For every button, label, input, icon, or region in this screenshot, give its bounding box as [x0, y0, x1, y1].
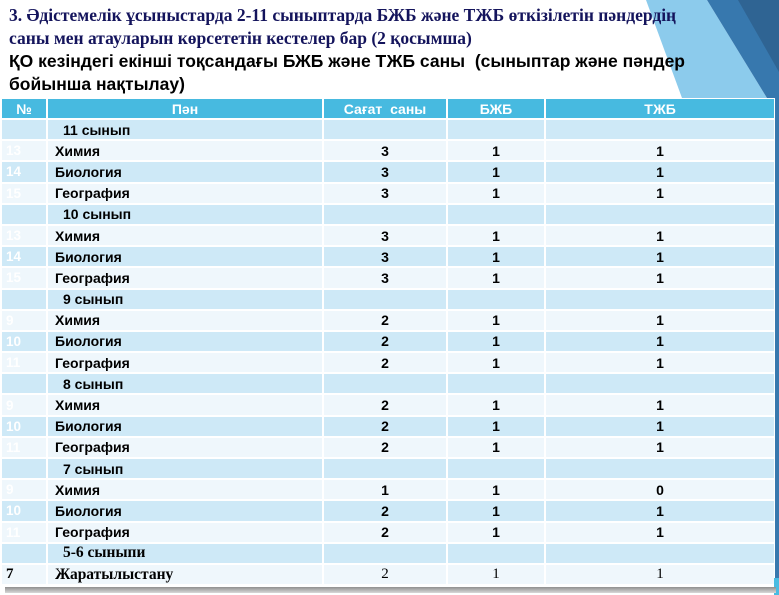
hours-cell: 2 — [324, 395, 446, 414]
row-number-cell — [2, 544, 46, 563]
tzhb-cell: 1 — [546, 353, 774, 372]
tzhb-cell: 1 — [546, 311, 774, 330]
table-row — [2, 438, 774, 457]
subject-cell: Химия — [48, 480, 322, 499]
subject-cell: Биология — [48, 417, 322, 436]
tzhb-cell — [546, 120, 774, 139]
subject-cell: Химия — [48, 141, 322, 160]
subject-cell: 10 сынып — [48, 205, 322, 224]
table-row — [2, 226, 774, 245]
table-row — [2, 205, 774, 224]
slide-title-sans: ҚО кезіндегі екінші тоқсандағы БЖБ және ТЖБ саны (сыныптар және пәндер бойынша нақтылау) — [9, 51, 690, 94]
column-header-subject: Пән — [48, 99, 322, 118]
hours-cell: 2 — [324, 523, 446, 542]
column-header-number: № — [2, 99, 46, 118]
bzhb-cell — [448, 205, 544, 224]
tzhb-cell: 1 — [546, 268, 774, 287]
hours-cell: 3 — [324, 141, 446, 160]
subject-cell: 7 сынып — [48, 459, 322, 478]
subject-cell: География — [48, 268, 322, 287]
hours-cell: 2 — [324, 311, 446, 330]
subject-cell: 8 сынып — [48, 374, 322, 393]
bzhb-cell: 1 — [448, 501, 544, 520]
tzhb-cell: 1 — [546, 332, 774, 351]
table-row — [2, 184, 774, 203]
bzhb-cell: 1 — [448, 226, 544, 245]
row-number-cell: 14 — [2, 247, 46, 266]
bzhb-cell: 1 — [448, 353, 544, 372]
tzhb-cell: 1 — [546, 395, 774, 414]
bzhb-cell — [448, 120, 544, 139]
column-header-hours: Сағат саны — [324, 99, 446, 118]
subject-cell: 5-6 сыныпи — [48, 544, 322, 563]
subject-cell: Биология — [48, 332, 322, 351]
table-row — [2, 565, 774, 584]
hours-cell: 2 — [324, 565, 446, 584]
row-number-cell — [2, 120, 46, 139]
subject-cell: 9 сынып — [48, 290, 322, 309]
subject-cell: Химия — [48, 311, 322, 330]
bzhb-cell: 1 — [448, 141, 544, 160]
column-header-bzhb: БЖБ — [448, 99, 544, 118]
slide-title-block — [9, 4, 715, 95]
table-body — [2, 120, 774, 584]
row-number-cell — [2, 459, 46, 478]
row-number-cell: 15 — [2, 268, 46, 287]
hours-cell — [324, 544, 446, 563]
hours-cell: 3 — [324, 184, 446, 203]
bzhb-cell: 1 — [448, 184, 544, 203]
subject-cell: Химия — [48, 395, 322, 414]
tzhb-cell — [546, 374, 774, 393]
table-row — [2, 480, 774, 499]
tzhb-cell: 1 — [546, 184, 774, 203]
hours-cell: 2 — [324, 353, 446, 372]
bzhb-cell — [448, 544, 544, 563]
hours-cell — [324, 290, 446, 309]
tzhb-cell — [546, 459, 774, 478]
subject-cell: Биология — [48, 247, 322, 266]
bzhb-cell — [448, 459, 544, 478]
bzhb-cell: 1 — [448, 395, 544, 414]
bzhb-cell: 1 — [448, 523, 544, 542]
bzhb-cell: 1 — [448, 480, 544, 499]
slide-title-serif: 3. Әдістемелік ұсыныстарда 2-11 сыныптарда БЖБ және ТЖБ өткізілетін пәндердің саны мен атауларын көрсететін кестелер бар (2 қосымша) — [9, 5, 677, 48]
row-number-cell: 10 — [2, 501, 46, 520]
subject-cell: География — [48, 523, 322, 542]
table-header-row — [2, 99, 774, 118]
row-number-cell — [2, 290, 46, 309]
hours-cell — [324, 205, 446, 224]
row-number-cell: 15 — [2, 184, 46, 203]
hours-cell — [324, 459, 446, 478]
table-row — [2, 290, 774, 309]
table-row — [2, 501, 774, 520]
tzhb-cell — [546, 544, 774, 563]
hours-cell: 2 — [324, 438, 446, 457]
row-number-cell: 13 — [2, 141, 46, 160]
bzhb-cell: 1 — [448, 162, 544, 181]
row-number-cell: 10 — [2, 332, 46, 351]
row-number-cell: 11 — [2, 438, 46, 457]
tzhb-cell: 1 — [546, 501, 774, 520]
row-number-cell: 10 — [2, 417, 46, 436]
subjects-table — [0, 97, 776, 586]
hours-cell: 1 — [324, 480, 446, 499]
table-row — [2, 353, 774, 372]
tzhb-cell: 0 — [546, 480, 774, 499]
row-number-cell: 7 — [2, 565, 46, 584]
bzhb-cell: 1 — [448, 417, 544, 436]
hours-cell — [324, 374, 446, 393]
table-row — [2, 141, 774, 160]
bzhb-cell — [448, 374, 544, 393]
tzhb-cell: 1 — [546, 162, 774, 181]
table-row — [2, 374, 774, 393]
bzhb-cell: 1 — [448, 565, 544, 584]
hours-cell: 3 — [324, 268, 446, 287]
table-row — [2, 544, 774, 563]
subject-cell: Биология — [48, 162, 322, 181]
table-row — [2, 311, 774, 330]
row-number-cell: 11 — [2, 523, 46, 542]
tzhb-cell: 1 — [546, 523, 774, 542]
tzhb-cell: 1 — [546, 565, 774, 584]
hours-cell: 3 — [324, 226, 446, 245]
subject-cell: Химия — [48, 226, 322, 245]
subject-cell: География — [48, 438, 322, 457]
table-row — [2, 417, 774, 436]
row-number-cell: 9 — [2, 395, 46, 414]
column-header-tzhb: ТЖБ — [546, 99, 774, 118]
hours-cell: 2 — [324, 417, 446, 436]
table-row — [2, 332, 774, 351]
tzhb-cell: 1 — [546, 247, 774, 266]
table-drop-shadow — [5, 587, 776, 593]
table-row — [2, 247, 774, 266]
table-header — [2, 99, 774, 118]
bzhb-cell: 1 — [448, 268, 544, 287]
tzhb-cell — [546, 290, 774, 309]
row-number-cell: 11 — [2, 353, 46, 372]
table-row — [2, 120, 774, 139]
table-row — [2, 523, 774, 542]
table-row — [2, 162, 774, 181]
row-number-cell — [2, 374, 46, 393]
tzhb-cell: 1 — [546, 226, 774, 245]
bzhb-cell: 1 — [448, 311, 544, 330]
table-row — [2, 268, 774, 287]
hours-cell: 3 — [324, 247, 446, 266]
tzhb-cell: 1 — [546, 438, 774, 457]
subject-cell: География — [48, 353, 322, 372]
subject-cell: 11 сынып — [48, 120, 322, 139]
row-number-cell: 9 — [2, 480, 46, 499]
table-row — [2, 459, 774, 478]
tzhb-cell: 1 — [546, 417, 774, 436]
row-number-cell — [2, 205, 46, 224]
row-number-cell: 9 — [2, 311, 46, 330]
subject-cell: Жаратылыстану — [48, 565, 322, 584]
bzhb-cell — [448, 290, 544, 309]
hours-cell: 2 — [324, 332, 446, 351]
row-number-cell: 14 — [2, 162, 46, 181]
hours-cell: 2 — [324, 501, 446, 520]
bzhb-cell: 1 — [448, 247, 544, 266]
hours-cell: 3 — [324, 162, 446, 181]
subject-cell: Биология — [48, 501, 322, 520]
tzhb-cell — [546, 205, 774, 224]
row-number-cell: 13 — [2, 226, 46, 245]
bzhb-cell: 1 — [448, 332, 544, 351]
subject-cell: География — [48, 184, 322, 203]
hours-cell — [324, 120, 446, 139]
tzhb-cell: 1 — [546, 141, 774, 160]
table-row — [2, 395, 774, 414]
bzhb-cell: 1 — [448, 438, 544, 457]
